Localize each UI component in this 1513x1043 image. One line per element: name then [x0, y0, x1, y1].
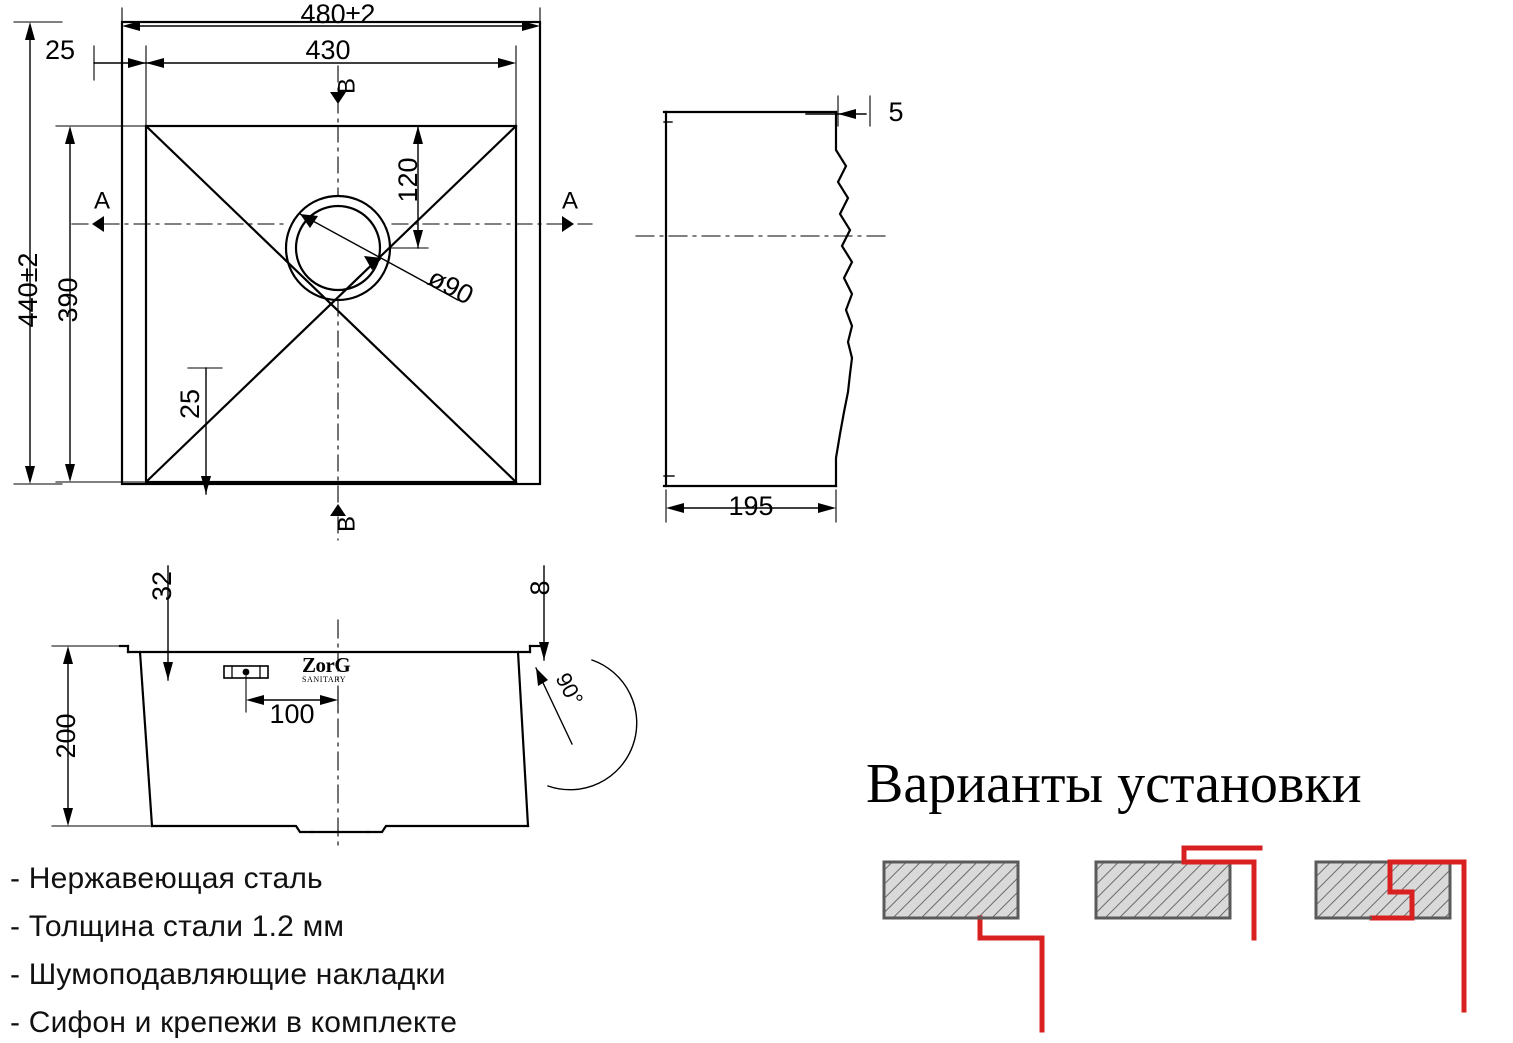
- variant-1-hatch: [884, 862, 1018, 918]
- dim-flange: 5: [888, 97, 904, 128]
- drain-outer-circle: [286, 196, 390, 300]
- feature-item-2: - Толщина стали 1.2 мм: [10, 910, 345, 943]
- variant-2-hatch: [1096, 862, 1230, 918]
- feature-item-1: - Нержавеющая сталь: [10, 862, 323, 895]
- dim-overflow-from-edge: 32: [147, 570, 178, 602]
- brand-logo: [302, 655, 380, 687]
- dim-drain-diameter: ø90: [423, 262, 479, 311]
- section-mark-a-left: A: [93, 187, 111, 215]
- dim-rim-thickness: 8: [525, 580, 556, 596]
- variant-3-hatch: [1316, 862, 1450, 918]
- installation-variants-title: Варианты установки: [866, 753, 1362, 815]
- section-mark-b-bottom: B: [333, 515, 361, 533]
- dim-inner-width: 430: [305, 35, 351, 66]
- dim-edge-left: 25: [44, 35, 76, 66]
- feature-item-4: - Сифон и крепежи в комплекте: [10, 1006, 458, 1039]
- dim-overall-width: 480±2: [300, 0, 376, 30]
- dim-overall-height: 440±2: [13, 252, 44, 328]
- section-mark-a-right: A: [561, 187, 579, 215]
- dim-inner-height: 390: [53, 277, 84, 323]
- dim-corner-radius: 25: [175, 388, 206, 420]
- dim-depth: 195: [728, 491, 774, 522]
- section-mark-b-top: B: [333, 77, 361, 95]
- variant-1-sink-outline: [980, 918, 1042, 1030]
- feature-item-3: - Шумоподавляющие накладки: [10, 958, 446, 991]
- dim-drain-offset-top: 120: [393, 157, 424, 203]
- dim-bowl-depth: 200: [51, 713, 82, 759]
- brand-logo-sub: SANITARY: [302, 675, 347, 684]
- dim-overflow-width: 100: [269, 699, 315, 730]
- dim-angle: 90°: [550, 668, 589, 710]
- brand-logo-text: ZorG: [302, 653, 351, 677]
